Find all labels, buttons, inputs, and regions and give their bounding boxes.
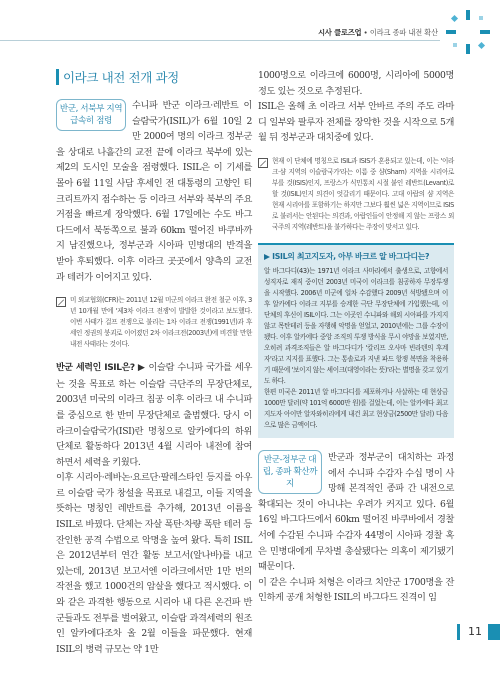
note-pencil-icon bbox=[258, 158, 268, 168]
right-paragraph-3-text: 반군과 정부군이 대치하는 과정에서 수니파 수감자 수십 명이 사망해 본격적인 종파 간 내전으로 확대되는 것이 아니냐는 우려가 커지고 있다. 6월 16일 바그다드에서 60km 떨어진 바쿠바에서 경찰서에 수감된 수니파 수감자 44명이 시아파 경찰 혹은 민병대에게 무차별 총살됐다는 의혹이 제기됐기 때문이다. bbox=[258, 451, 454, 573]
right-column bbox=[258, 68, 454, 606]
right-paragraph-4: 이 같은 수니파 처형은 이라크 치안군 1700명을 잔인하게 공개 처형한 ISIL의 바그다드 진격이 임 bbox=[258, 576, 454, 604]
section-logo-icon bbox=[444, 8, 492, 56]
page-number: 11 bbox=[457, 624, 500, 640]
section-title-text: 이라크 내전 전개 과정 bbox=[63, 70, 179, 85]
info-box-body-2: 한편 미국은 2011년 알 바그다디를 제포하거나 사살하는 데 현상금 1000만 달러(약 101억 6000만 원)를 걸었는데, 이는 알카에다 최고지도자 아이만 알자와히리에게 내건 최고 현상금(2500만 달러) 다음으로 많은 금액이다. bbox=[264, 387, 448, 429]
page-header bbox=[0, 0, 500, 58]
header-series: 시사 클로즈업 bbox=[318, 28, 362, 37]
note-block-2 bbox=[258, 156, 454, 233]
left-paragraph-1 bbox=[56, 98, 252, 285]
title-accent-bar bbox=[56, 69, 59, 85]
note-block bbox=[56, 295, 252, 350]
left-paragraph-1-text: 수니파 반군 이라크·레반트 이슬람국가(ISIL)가 6월 10일 2만 2000여 명의 이라크 정부군을 상대로 나흘간의 교전 끝에 이라크 북부에 있는 제2의 도시인 모술을 점령했다. ISIL은 이 기세를 몰아 6월 11일 사담 후세인 전 대통령의 고향인 티크리트까지 점수하는 등 이라크 서부와 북부의 주요 거점을 빠르게 장악했다. 6월 17일에는 수도 바그다드에서 북동쪽으로 불과 60km 떨어진 바쿠바까지 남진했으나, 정부군과 시아파 민병대의 반격을 받아 후퇴했다. 이후 이라크 곳곳에서 양측의 교전과 테러가 이어지고 있다. bbox=[56, 100, 252, 283]
info-box-title: ▶ ISIL의 최고지도자, 아부 바크르 알 바그다디는? bbox=[264, 251, 430, 261]
info-box bbox=[258, 243, 454, 438]
header-rule bbox=[0, 40, 440, 41]
right-paragraph-2: ISIL은 올해 초 이라크 서부 안바르 주의 주도 라마디 일부와 팔루자 전체를 장악한 것을 시작으로 5개월 뒤 정부군과 대치중에 있다. bbox=[258, 101, 454, 144]
left-column bbox=[56, 68, 252, 657]
info-box-body: 알 바그다디(43)는 1971년 이라크 사마라에서 출생으로, 고향에서 성직자로 재직 중이던 2003년 미국이 이라크를 침공하자 무장투쟁을 시작했다. 2006년 미군에 일차 수감했다 2009년 석방됐으며 이후 알카에다 이라크 지부를 승계한 극단 무장단체에 가입했는데, 이 단체의 후신이 ISIL이다. 그는 이곳인 수니파와 해외 시아파를 가지지 않고 목탄테러 등을 자행해 악명을 얻었고, 2010년에는 그룹 수장이 됐다. 이후 알카에다 중앙 조직의 투쟁 방식을 무시 야망을 보였지만, 오히려 과격조직들은 알 바그다디가 '칼리프 오사마 빈라덴의 후계자'라고 지지를 표했다. 그는 통솔로과 지낸 파드 항쟁 복면을 착용하기 때문에 '보이지 않는 셰이크(대영이라는 뜻)'라는 별명을 갖고 있기도 하다. bbox=[264, 266, 448, 385]
left-paragraph-2 bbox=[56, 360, 252, 470]
note-text: 미 외교협회(CFR)는 2011년 12월 미군의 이라크 완전 철군 이후, 3년 10개월 만에 '제3차 이라크 전쟁'이 발발한 것이라고 보도했다. 이번 사태가 걸프 전쟁으로 불리는 1차 이라크 전쟁(1991년)과 후세인 정권의 붕괴로 이어졌던 2차 이라크전(2003년)에 비견할 만한 내전 사태라는 것이다. bbox=[70, 296, 252, 349]
sub-title: 반군 세력인 ISIL은? bbox=[56, 363, 135, 374]
note-text-2: 현재 이 단체에 명칭으로 ISIL과 ISIS가 혼용되고 있는데, 이는 '이라크·샴 지역의 이슬람국가'라는 이름 중 샴(Sham) 지역을 시리아로 부를 것(ISIS)인지, 프랑스가 식민통치 시절 붙인 레반트(Levant)로 할 것(ISIL)인지 의견이 엇갈리기 때문이다. 고대 아랍의 샴 지역은 현재 시리아를 포함하기는 하지만 그보다 훨씬 넓은 지역이므로 ISIS로 불러서는 안된다는 의견과, 아랍인들이 안정해 지 않는 프랑스 외국주의 지역(레반트)을 불가하다는 주장이 맞서고 있다. bbox=[272, 156, 454, 231]
header-subtitle: • 이라크 종파 내전 확산 bbox=[363, 28, 438, 37]
right-paragraph-1: 1000명으로 이라크에 6000명, 시리아에 5000명 정도 있는 것으로 추정된다. bbox=[258, 70, 454, 97]
left-paragraph-2-text: 이슬람 수니파 국가를 세우는 것을 목표로 하는 이슬람 극단주의 무장단체로, 2003년 미국의 이라크 침공 이후 이라크 내 수니파를 중심으로 한 반미 무장단체로 출범했다. 당시 이라크이슬람국가(ISI)란 명칭으로 알카에다의 하위 단체로 활동하다 2013년 4월 시리아 내전에 참여하면서 세력을 키웠다. bbox=[56, 362, 252, 468]
side-heading-box-2: 반군-정부군 대립, 종파 확산까지 bbox=[258, 450, 322, 494]
left-paragraph-3: 이후 시리아·레바논·요르단·팔레스타인 등지를 아우르 이슬람 국가 창설을 목표로 내걸고, 이들 지역을 뜻하는 명칭인 레반트를 추가해, 2013년 이름을 ISIL로 바꿨다. 단체는 자살 폭탄·차량 폭탄 테러 등 잔인한 공격 수법으로 악명을 높여 왔다. 특히 ISIL은 2012년부터 연간 활동 보고서(알나바)를 내고 있는데, 2013년 보고서엔 이라크에서만 1만 번의 작전을 했고 1000건의 암살을 했다고 적시했다. 이와 같은 과격한 행동으로 시리아 내 다른 온건파 반군들과도 전투를 벌여왔고, 이슬람 과격세력의 원조인 알카에다조차 올 2월 이들을 파문했다. 현재 ISIL의 병력 규모는 약 1만 bbox=[56, 472, 252, 655]
section-title bbox=[56, 68, 252, 86]
page-edge-tab bbox=[488, 624, 500, 640]
note-pencil-icon bbox=[56, 297, 66, 307]
arrow-icon: ▶ bbox=[137, 362, 149, 374]
header-caption bbox=[318, 28, 438, 38]
side-heading-box: 반군, 서북부 지역 급속히 점령 bbox=[56, 99, 126, 131]
right-paragraph-3 bbox=[258, 450, 454, 575]
